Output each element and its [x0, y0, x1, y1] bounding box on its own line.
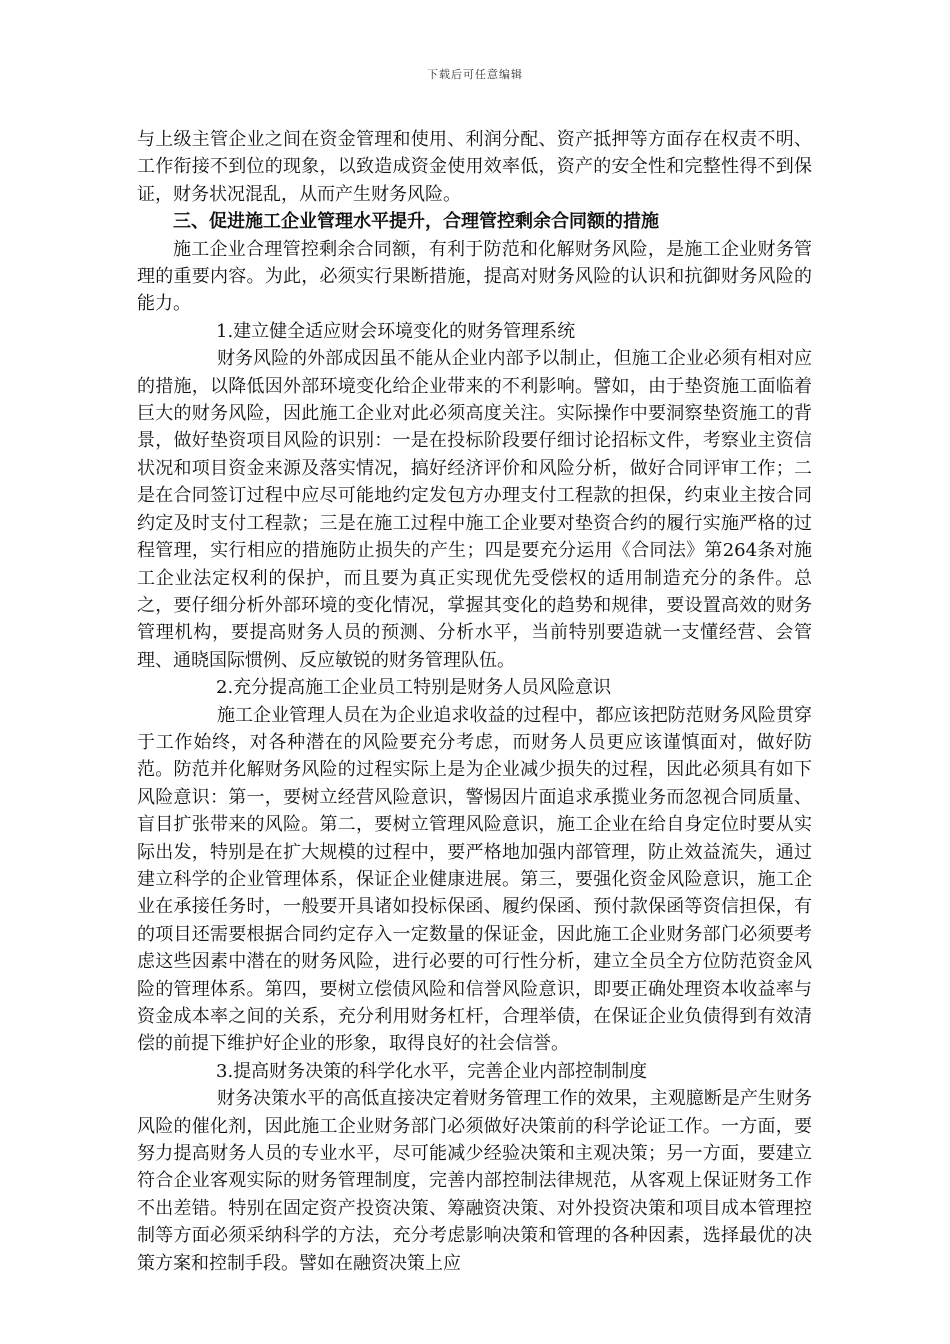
page-header: [0, 66, 950, 82]
paragraph-subsection-2: 施工企业管理人员在为企业追求收益的过程中，都应该把防范财务风险贯穿于工作始终，对各种潜在的风险要充分考虑，而财务人员更应该谨慎面对，做好防范。防范并化解财务风险的过程实际上是为企业减少损失的过程，因此必须具有如下风险意识：第一，要树立经营风险意识，警惕因片面追求承揽业务而忽视合同质量、盲目扩张带来的风险。第二，要树立管理风险意识，施工企业在给自身定位时要从实际出发，特别是在扩大规模的过程中，要严格地加强内部管理，防止效益流失，通过建立科学的企业管理体系，保证企业健康进展。第三，要强化资金风险意识，施工企业在承接任务时，一般要开具诸如投标保函、履约保函、预付款保函等资信担保，有的项目还需要根据合同约定存入一定数量的保证金，因此施工企业财务部门必须要考虑这些因素中潜在的财务风险，进行必要的可行性分析，建立全员全方位防范资金风险的管理体系。第四，要树立偿债风险和信誉风险意识，即要正确处理资本收益率与资金成本率之间的关系，充分利用财务杠杆，合理举债，在保证企业负债得到有效清偿的前提下维护好企业的形象，取得良好的社会信誉。: [137, 704, 812, 1055]
subsection-2-title: 2.充分提高施工企业员工特别是财务人员风险意识: [216, 677, 612, 699]
paragraph-subsection-3: 财务决策水平的高低直接决定着财务管理工作的效果，主观臆断是产生财务风险的催化剂，因此施工企业财务部门必须做好决策前的科学论证工作。一方面，要努力提高财务人员的专业水平，尽可能减少经验决策和主观决策；另一方面，要建立符合企业客观实际的财务管理制度，完善内部控制法律规范，从客观上保证财务工作不出差错。特别在固定资产投资决策、筹融资决策、对外投资决策和项目成本管理控制等方面必须采纳科学的方法，充分考虑影响决策和管理的各种因素，选择最优的决策方案和控制手段。譬如在融资决策上应: [137, 1088, 812, 1274]
paragraph-intro: 与上级主管企业之间在资金管理和使用、利润分配、资产抵押等方面存在权责不明、工作衔接不到位的现象，以致造成资金使用效率低，资产的安全性和完整性得不到保证，财务状况混乱，从而产生财务风险。: [137, 129, 812, 205]
subsection-1-title: 1.建立健全适应财会环境变化的财务管理系统: [216, 320, 576, 342]
paragraph-subsection-1: 财务风险的外部成因虽不能从企业内部予以制止，但施工企业必须有相对应的措施，以降低因外部环境变化给企业带来的不利影响。譬如，由于垫资施工面临着巨大的财务风险，因此施工企业对此必须高度关注。实际操作中要洞察垫资施工的背景，做好垫资项目风险的识别：一是在投标阶段要仔细讨论招标文件，考察业主资信状况和项目资金来源及落实情况，搞好经济评价和风险分析，做好合同评审工作；二是在合同签订过程中应尽可能地约定发包方办理支付工程款的担保，约束业主按合同约定及时支付工程款；三是在施工过程中施工企业要对垫资合约的履行实施严格的过程管理，实行相应的措施防止损失的产生；四是要充分运用《合同法》第264条对施工企业法定权利的保护，而且要为真正实现优先受偿权的适用制造充分的条件。总之，要仔细分析外部环境的变化情况，掌握其变化的趋势和规律，要设置高效的财务管理机构，要提高财务人员的预测、分析水平，当前特别要造就一支懂经营、会管理、通晓国际惯例、反应敏锐的财务管理队伍。: [137, 348, 812, 671]
subsection-3-title: 3.提高财务决策的科学化水平，完善企业内部控制制度: [216, 1060, 648, 1082]
section-heading: 三、促进施工企业管理水平提升，合理管控剩余合同额的措施: [173, 211, 659, 233]
document-body: [137, 126, 812, 1277]
download-note: 下载后可任意编辑: [427, 68, 523, 81]
paragraph-section: 施工企业合理管控剩余合同额，有利于防范和化解财务风险，是施工企业财务管理的重要内容。为此，必须实行果断措施，提高对财务风险的认识和抗御财务风险的能力。: [137, 238, 812, 315]
